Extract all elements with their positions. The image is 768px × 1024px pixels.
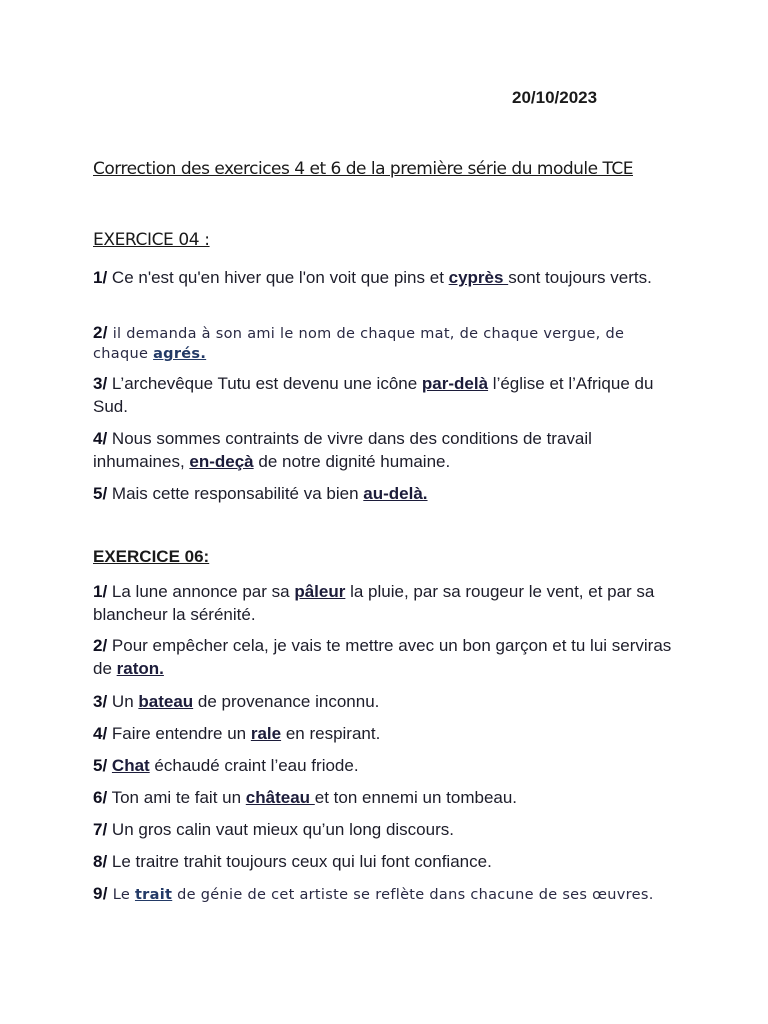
item-number: 5/ — [93, 756, 108, 775]
item-number: 7/ — [93, 820, 108, 839]
item-number: 2/ — [93, 323, 108, 342]
item-number: 5/ — [93, 484, 108, 503]
item-keyword: pâleur — [294, 582, 346, 601]
item-keyword: Chat — [111, 756, 150, 775]
item-keyword: raton. — [116, 659, 164, 678]
exercise-4-item-2 — [93, 323, 678, 364]
item-number: 1/ — [93, 268, 108, 287]
exercise-4-item-4 — [93, 427, 678, 473]
exercise-6-item-1 — [93, 580, 678, 626]
item-text: Le — [107, 887, 135, 903]
item-keyword: château — [245, 788, 315, 807]
item-text: Nous sommes contraints de vivre dans des conditions de travail inhumaines, — [93, 429, 592, 471]
item-text: Un gros calin vaut mieux qu’un long discours. — [107, 820, 454, 839]
exercise-6-item-2 — [93, 634, 678, 680]
item-number: 4/ — [93, 429, 108, 448]
item-keyword: par-delà — [421, 374, 489, 393]
item-text-after: et ton ennemi un tombeau. — [314, 788, 518, 807]
item-text: Un — [107, 692, 139, 711]
item-text-after: échaudé craint l’eau friode. — [149, 756, 359, 775]
item-number: 4/ — [93, 724, 108, 743]
item-text-after: sont toujours verts. — [508, 268, 652, 287]
item-text-after: de notre dignité humaine. — [253, 452, 451, 471]
item-text: Faire entendre un — [107, 724, 251, 743]
item-text-after: en respirant. — [281, 724, 381, 743]
item-keyword: trait — [134, 887, 173, 903]
item-keyword: bateau — [138, 692, 194, 711]
item-keyword: agrés. — [153, 346, 207, 362]
exercise-4-item-5 — [93, 482, 678, 505]
item-text: Le traitre trahit toujours ceux qui lui font confiance. — [107, 852, 492, 871]
item-number: 3/ — [93, 374, 108, 393]
document-date: 20/10/2023 — [512, 88, 598, 107]
item-text-after: de génie de cet artiste se reflète dans chacune de ses œuvres. — [172, 887, 654, 903]
item-keyword: au-delà. — [363, 484, 428, 503]
item-text: L’archevêque Tutu est devenu une icône — [107, 374, 422, 393]
document-title: Correction des exercices 4 et 6 de la première série du module TCE — [93, 159, 633, 179]
exercise-6-item-5 — [93, 754, 678, 777]
exercise-6-item-8 — [93, 850, 678, 873]
item-text: Ton ami te fait un — [107, 788, 246, 807]
exercise-6-heading: EXERCICE 06: — [93, 547, 210, 566]
item-number: 9/ — [93, 884, 108, 903]
item-text: La lune annonce par sa — [107, 582, 295, 601]
item-keyword: rale — [250, 724, 282, 743]
item-text-after: de provenance inconnu. — [193, 692, 380, 711]
item-keyword: en-deçà — [189, 452, 254, 471]
exercise-6-item-7 — [93, 818, 678, 841]
item-text: Mais cette responsabilité va bien — [107, 484, 364, 503]
item-number: 2/ — [93, 636, 108, 655]
item-number: 3/ — [93, 692, 108, 711]
item-text-after: la pluie, par sa rougeur le vent, et par sa blancheur la sérénité. — [93, 582, 655, 624]
item-number: 6/ — [93, 788, 108, 807]
item-text: il demanda à son ami le nom de chaque mat, de chaque vergue, de chaque — [93, 326, 625, 362]
exercise-6-item-6 — [93, 786, 678, 809]
exercise-6-item-4 — [93, 722, 678, 745]
item-text: Pour empêcher cela, je vais te mettre avec un bon garçon et tu lui serviras de — [93, 636, 672, 678]
item-number: 8/ — [93, 852, 108, 871]
exercise-4-heading: EXERCICE 04 : — [93, 230, 210, 250]
item-keyword: cyprès — [448, 268, 509, 287]
exercise-4-item-3 — [93, 372, 678, 418]
exercise-4-item-1 — [93, 266, 678, 289]
item-text-after: l’église et l’Afrique du Sud. — [93, 374, 654, 416]
item-number: 1/ — [93, 582, 108, 601]
item-text: Ce n'est qu'en hiver que l'on voit que pins et — [107, 268, 449, 287]
exercise-6-item-9 — [93, 884, 678, 905]
exercise-6-item-3 — [93, 690, 678, 713]
